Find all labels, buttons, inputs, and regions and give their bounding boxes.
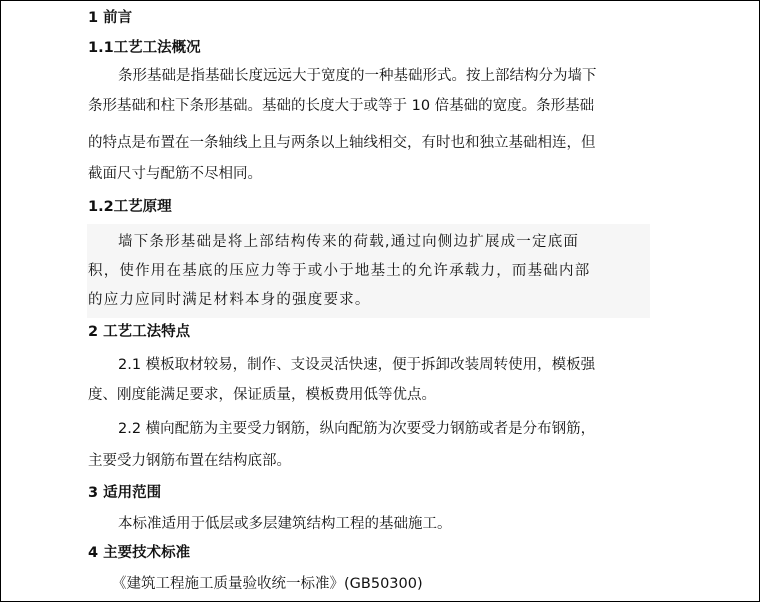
heading-1: 1 前言 [88,10,133,26]
paragraph-line: 条形基础是指基础长度远远大于宽度的一种基础形式。按上部结构分为墙下 [118,68,597,84]
paragraph-line: 本标准适用于低层或多层建筑结构工程的基础施工。 [118,516,452,532]
paragraph-line: 的特点是布置在一条轴线上且与两条以上轴线相交，有时也和独立基础相连，但 [88,135,596,151]
heading-4: 4 主要技术标准 [88,545,191,561]
paragraph-line: 2.2 横向配筋为主要受力钢筋，纵向配筋为次要受力钢筋或者是分布钢筋， [118,421,596,437]
paragraph-line: 积，使作用在基底的压应力等于或小于地基土的允许承载力，而基础内部 [88,263,591,279]
heading-3: 3 适用范围 [88,485,162,501]
paragraph-line: 2.1 模板取材较易，制作、支设灵活快速，便于拆卸改装周转使用，模板强 [118,357,596,373]
paragraph-line: 的应力应同时满足材料本身的强度要求。 [88,292,371,308]
heading-1-1: 1.1工艺工法概况 [88,40,201,56]
paragraph-line: 截面尺寸与配筋不尽相同。 [88,166,262,182]
paragraph-line: 主要受力钢筋布置在结构底部。 [88,453,291,469]
paragraph-line: 度、刚度能满足要求，保证质量，模板费用低等优点。 [88,387,436,403]
paragraph-line: 《建筑工程施工质量验收统一标准》(GB50300) [112,576,423,592]
paragraph-line: 墙下条形基础是将上部结构传来的荷载,通过向侧边扩展成一定底面 [118,234,580,250]
heading-2: 2 工艺工法特点 [88,324,191,340]
paragraph-line: 条形基础和柱下条形基础。基础的长度大于或等于 10 倍基础的宽度。条形基础 [88,98,595,114]
heading-1-2: 1.2工艺原理 [88,199,172,215]
